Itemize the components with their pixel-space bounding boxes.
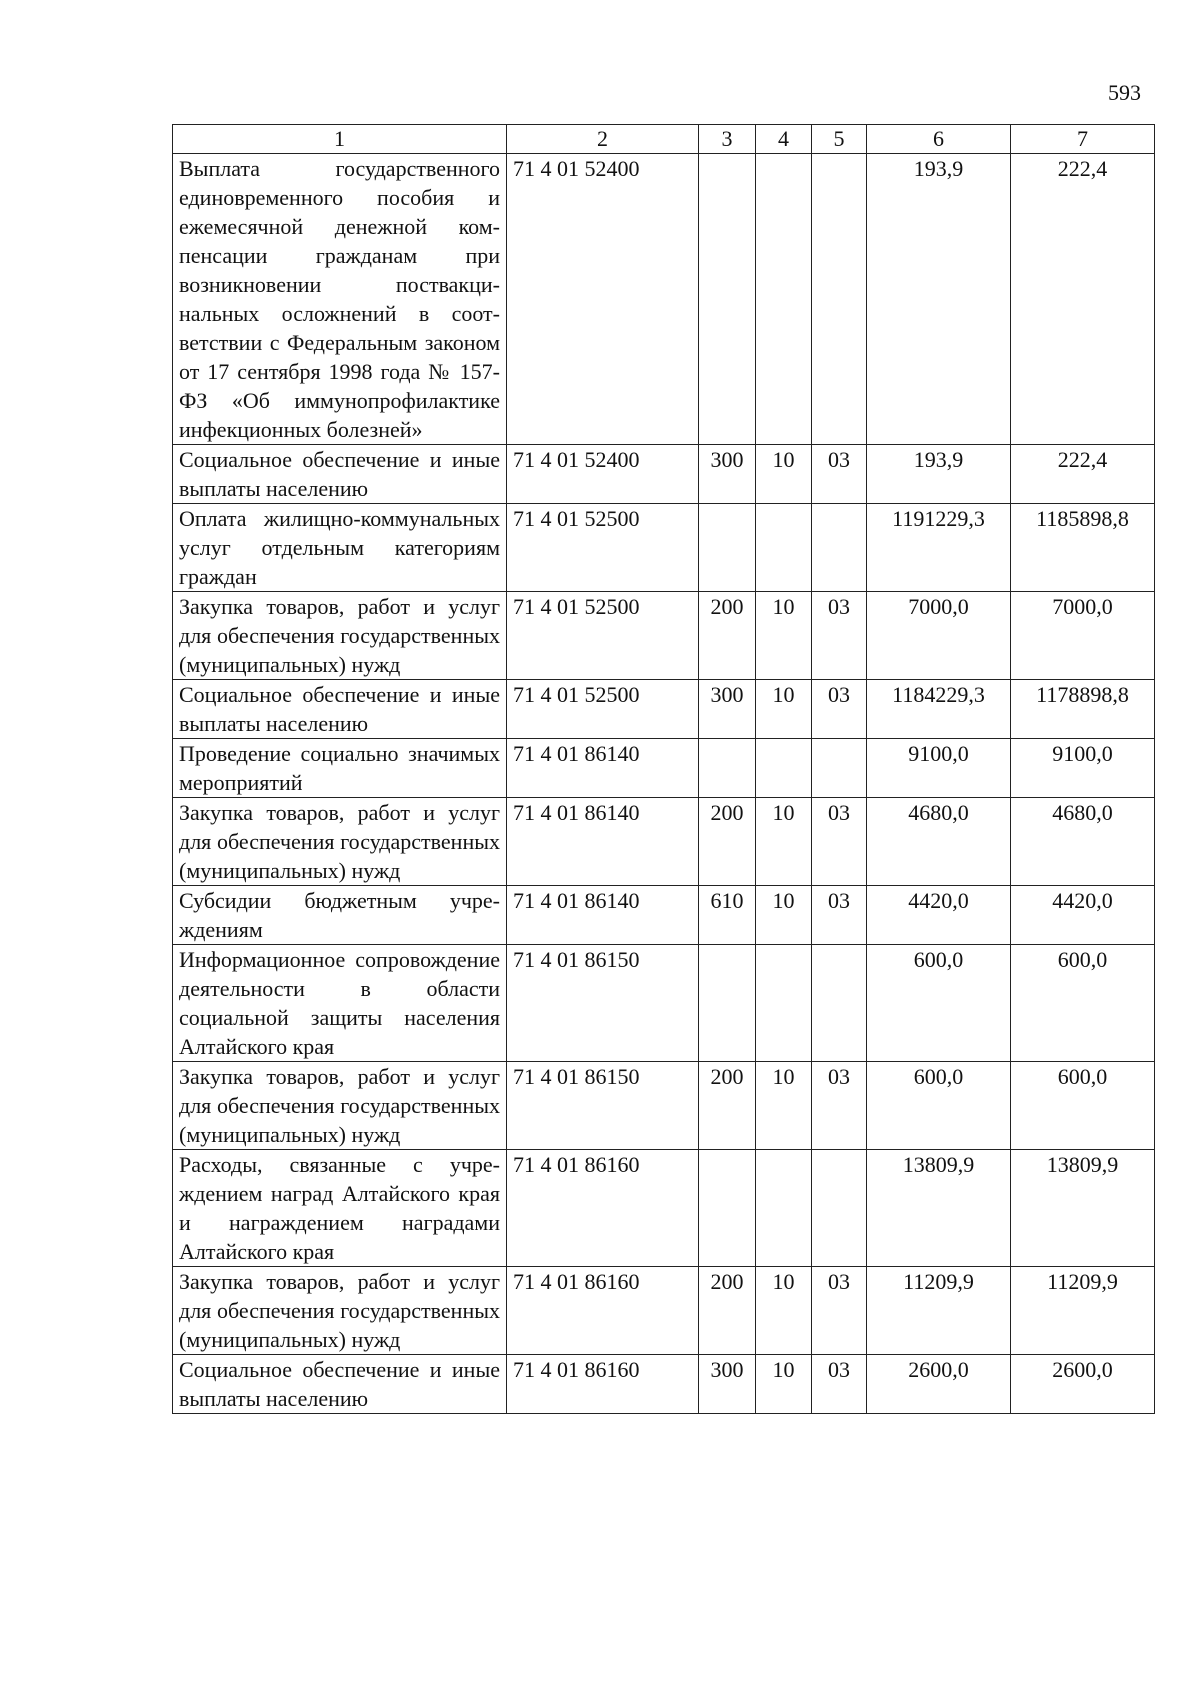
row-code: 71 4 01 52500 bbox=[507, 504, 699, 592]
row-name: Выплата государственного единовременного пособия и ежемесячной денежной компенсации гражданам при возникновении поствакцинальных осложнений в соответствии с Федеральным законом от 17 сентября 1998 года № 157-ФЗ «Об иммунопрофилактике инфекционных болезней» bbox=[173, 154, 507, 445]
table-row bbox=[173, 504, 1155, 592]
row-col-7: 4420,0 bbox=[1011, 886, 1155, 945]
row-col-3: 200 bbox=[699, 592, 756, 680]
row-col-7: 600,0 bbox=[1011, 1062, 1155, 1150]
budget-table bbox=[172, 124, 1155, 1414]
row-col-3 bbox=[699, 504, 756, 592]
row-col-4: 10 bbox=[756, 445, 812, 504]
row-code: 71 4 01 86150 bbox=[507, 945, 699, 1062]
row-code: 71 4 01 86160 bbox=[507, 1355, 699, 1414]
row-col-5 bbox=[812, 945, 867, 1062]
row-code: 71 4 01 52400 bbox=[507, 154, 699, 445]
row-col-6: 193,9 bbox=[867, 154, 1011, 445]
row-col-6: 600,0 bbox=[867, 945, 1011, 1062]
row-col-6: 193,9 bbox=[867, 445, 1011, 504]
row-col-6: 13809,9 bbox=[867, 1150, 1011, 1267]
table-row bbox=[173, 739, 1155, 798]
row-code: 71 4 01 86140 bbox=[507, 798, 699, 886]
header-col-4: 4 bbox=[756, 125, 812, 154]
row-col-6: 11209,9 bbox=[867, 1267, 1011, 1355]
row-col-5: 03 bbox=[812, 1355, 867, 1414]
row-code: 71 4 01 86150 bbox=[507, 1062, 699, 1150]
row-col-7: 7000,0 bbox=[1011, 592, 1155, 680]
row-code: 71 4 01 52500 bbox=[507, 680, 699, 739]
row-col-3 bbox=[699, 1150, 756, 1267]
table-row bbox=[173, 1267, 1155, 1355]
row-col-5: 03 bbox=[812, 1062, 867, 1150]
header-col-5: 5 bbox=[812, 125, 867, 154]
row-col-5 bbox=[812, 1150, 867, 1267]
row-col-7: 4680,0 bbox=[1011, 798, 1155, 886]
row-col-6: 4680,0 bbox=[867, 798, 1011, 886]
row-name: Закупка товаров, работ и услуг для обеспечения государственных (муниципальных) нужд bbox=[173, 798, 507, 886]
row-col-5: 03 bbox=[812, 680, 867, 739]
row-col-4: 10 bbox=[756, 1062, 812, 1150]
row-col-7: 9100,0 bbox=[1011, 739, 1155, 798]
header-col-2: 2 bbox=[507, 125, 699, 154]
row-col-6: 600,0 bbox=[867, 1062, 1011, 1150]
row-code: 71 4 01 86140 bbox=[507, 886, 699, 945]
row-col-3: 200 bbox=[699, 1062, 756, 1150]
table-row bbox=[173, 154, 1155, 445]
row-col-3: 300 bbox=[699, 680, 756, 739]
row-col-4 bbox=[756, 945, 812, 1062]
table-row bbox=[173, 1062, 1155, 1150]
row-code: 71 4 01 52500 bbox=[507, 592, 699, 680]
page-number: 593 bbox=[1108, 80, 1141, 105]
row-name: Социальное обеспечение и иные выплаты населению bbox=[173, 445, 507, 504]
row-col-5 bbox=[812, 739, 867, 798]
row-col-6: 1191229,3 bbox=[867, 504, 1011, 592]
table-header-row bbox=[173, 125, 1155, 154]
row-col-4: 10 bbox=[756, 1355, 812, 1414]
row-col-3: 300 bbox=[699, 1355, 756, 1414]
row-col-4 bbox=[756, 1150, 812, 1267]
row-col-7: 222,4 bbox=[1011, 154, 1155, 445]
table-row bbox=[173, 1150, 1155, 1267]
table-row bbox=[173, 945, 1155, 1062]
header-col-6: 6 bbox=[867, 125, 1011, 154]
row-col-3 bbox=[699, 154, 756, 445]
row-name: Оплата жилищно-коммунальных услуг отдельным категориям граждан bbox=[173, 504, 507, 592]
row-col-7: 11209,9 bbox=[1011, 1267, 1155, 1355]
row-code: 71 4 01 52400 bbox=[507, 445, 699, 504]
table-row bbox=[173, 680, 1155, 739]
row-col-4 bbox=[756, 739, 812, 798]
row-col-4 bbox=[756, 504, 812, 592]
row-col-5: 03 bbox=[812, 886, 867, 945]
row-name: Социальное обеспечение и иные выплаты населению bbox=[173, 680, 507, 739]
row-name: Проведение социально значимых мероприятий bbox=[173, 739, 507, 798]
row-col-6: 7000,0 bbox=[867, 592, 1011, 680]
row-col-7: 600,0 bbox=[1011, 945, 1155, 1062]
row-col-3 bbox=[699, 739, 756, 798]
header-col-1: 1 bbox=[173, 125, 507, 154]
row-name: Закупка товаров, работ и услуг для обеспечения государственных (муниципальных) нужд bbox=[173, 1062, 507, 1150]
row-col-7: 1185898,8 bbox=[1011, 504, 1155, 592]
row-name: Расходы, связанные с учреждением наград Алтайского края и награждением наградами Алтайского края bbox=[173, 1150, 507, 1267]
row-col-5: 03 bbox=[812, 798, 867, 886]
row-col-4: 10 bbox=[756, 680, 812, 739]
table-row bbox=[173, 445, 1155, 504]
row-col-4 bbox=[756, 154, 812, 445]
row-col-3: 300 bbox=[699, 445, 756, 504]
row-col-5: 03 bbox=[812, 592, 867, 680]
row-code: 71 4 01 86160 bbox=[507, 1150, 699, 1267]
row-col-3: 200 bbox=[699, 798, 756, 886]
table-row bbox=[173, 798, 1155, 886]
row-col-4: 10 bbox=[756, 592, 812, 680]
table-row bbox=[173, 592, 1155, 680]
row-col-3: 200 bbox=[699, 1267, 756, 1355]
row-col-5: 03 bbox=[812, 445, 867, 504]
row-col-7: 222,4 bbox=[1011, 445, 1155, 504]
row-col-5: 03 bbox=[812, 1267, 867, 1355]
row-col-3 bbox=[699, 945, 756, 1062]
row-col-6: 2600,0 bbox=[867, 1355, 1011, 1414]
header-col-7: 7 bbox=[1011, 125, 1155, 154]
row-code: 71 4 01 86140 bbox=[507, 739, 699, 798]
header-col-3: 3 bbox=[699, 125, 756, 154]
table-row bbox=[173, 1355, 1155, 1414]
row-col-3: 610 bbox=[699, 886, 756, 945]
row-col-7: 2600,0 bbox=[1011, 1355, 1155, 1414]
row-code: 71 4 01 86160 bbox=[507, 1267, 699, 1355]
row-name: Субсидии бюджетным учреждениям bbox=[173, 886, 507, 945]
row-name: Закупка товаров, работ и услуг для обеспечения государственных (муниципальных) нужд bbox=[173, 592, 507, 680]
row-col-6: 1184229,3 bbox=[867, 680, 1011, 739]
row-col-7: 1178898,8 bbox=[1011, 680, 1155, 739]
row-name: Закупка товаров, работ и услуг для обеспечения государственных (муниципальных) нужд bbox=[173, 1267, 507, 1355]
row-col-5 bbox=[812, 154, 867, 445]
row-col-6: 9100,0 bbox=[867, 739, 1011, 798]
row-col-4: 10 bbox=[756, 886, 812, 945]
row-name: Социальное обеспечение и иные выплаты населению bbox=[173, 1355, 507, 1414]
row-name: Информационное сопровождение деятельности в области социальной защиты населения Алтайского края bbox=[173, 945, 507, 1062]
row-col-4: 10 bbox=[756, 1267, 812, 1355]
row-col-4: 10 bbox=[756, 798, 812, 886]
table-row bbox=[173, 886, 1155, 945]
row-col-5 bbox=[812, 504, 867, 592]
row-col-6: 4420,0 bbox=[867, 886, 1011, 945]
row-col-7: 13809,9 bbox=[1011, 1150, 1155, 1267]
